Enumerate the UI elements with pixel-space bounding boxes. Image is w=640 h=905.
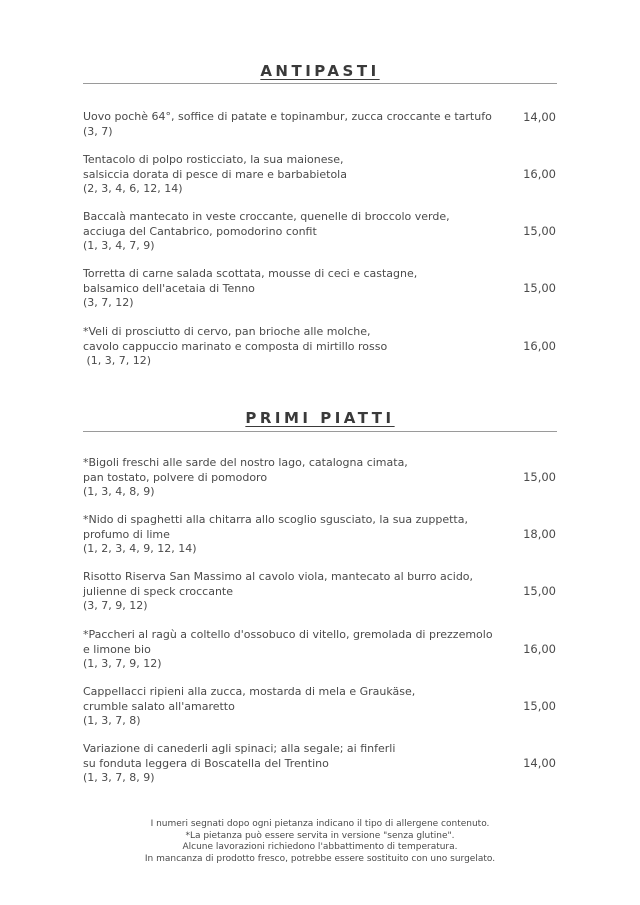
dish-allergens: (3, 7, 9, 12): [83, 599, 148, 612]
section-divider: [83, 431, 557, 432]
dish-price: 16,00: [523, 167, 556, 181]
dish-item: [83, 628, 557, 672]
dish-description: Baccalà mantecato in veste croccante, quenelle di broccolo verde, acciuga del Cantabrico, pomodorino confit: [83, 210, 450, 238]
dish-item: [83, 267, 557, 311]
footnote-line: In mancanza di prodotto fresco, potrebbe essere sostituito con uno surgelato.: [144, 853, 496, 864]
dish-allergens: (2, 3, 4, 6, 12, 14): [83, 182, 183, 195]
dish-price: 15,00: [523, 224, 556, 238]
dish-allergens: (1, 3, 7, 12): [83, 354, 152, 367]
dish-allergens: (1, 3, 4, 8, 9): [83, 485, 155, 498]
dish-allergens: (1, 3, 7, 8, 9): [83, 771, 155, 784]
section-divider: [83, 83, 557, 84]
dish-item: [83, 685, 557, 729]
dish-description: *Nido di spaghetti alla chitarra allo scoglio sgusciato, la sua zuppetta, profumo di lime: [83, 513, 468, 541]
dish-price: 15,00: [523, 584, 556, 598]
dish-description: Cappellacci ripieni alla zucca, mostarda di mela e Graukäse, crumble salato all'amaretto: [83, 685, 416, 713]
dish-description: Risotto Riserva San Massimo al cavolo viola, mantecato al burro acido, julienne di speck croccante: [83, 570, 474, 598]
dish-price: 15,00: [523, 699, 556, 713]
dish-price: 15,00: [523, 470, 556, 484]
footnote-line: Alcune lavorazioni richiedono l'abbattimento di temperatura.: [182, 842, 458, 852]
dish-description: Uovo pochè 64°, soffice di patate e topinambur, zucca croccante e tartufo: [83, 110, 492, 123]
dish-item: [83, 110, 557, 139]
dish-description: Variazione di canederli agli spinaci; alla segale; ai finferli su fonduta leggera di Boscatella del Trentino: [83, 742, 396, 770]
dish-allergens: (3, 7, 12): [83, 296, 134, 309]
dish-item: [83, 456, 557, 500]
dish-item: [83, 742, 557, 786]
dish-price: 16,00: [523, 339, 556, 353]
dish-allergens: (1, 2, 3, 4, 9, 12, 14): [83, 542, 197, 555]
dish-price: 14,00: [523, 756, 556, 770]
dish-allergens: (1, 3, 7, 9, 12): [83, 657, 162, 670]
dish-allergens: (3, 7): [83, 124, 113, 138]
dish-item: [83, 513, 557, 557]
dish-description: *Veli di prosciutto di cervo, pan brioche alle molche, cavolo cappuccio marinato e composta di mirtillo rosso: [83, 325, 388, 353]
dish-description: Torretta di carne salada scottata, mousse di ceci e castagne, balsamico dell'acetaia di Tenno: [83, 267, 418, 295]
dish-price: 14,00: [523, 110, 556, 124]
dish-item: [83, 153, 557, 197]
dish-price: 15,00: [523, 281, 556, 295]
dish-allergens: (1, 3, 4, 7, 9): [83, 239, 155, 252]
footnote-line: I numeri segnati dopo ogni pietanza indicano il tipo di allergene contenuto.: [150, 819, 490, 829]
dish-item: [83, 325, 557, 369]
dish-price: 18,00: [523, 527, 556, 541]
dish-description: Tentacolo di polpo rosticciato, la sua maionese, salsiccia dorata di pesce di mare e barbabietola: [83, 153, 347, 181]
dish-description: *Bigoli freschi alle sarde del nostro lago, catalogna cimata, pan tostato, polvere di pomodoro: [83, 456, 408, 484]
section-title-primi-piatti: PRIMI PIATTI: [245, 409, 395, 427]
dish-item: [83, 570, 557, 614]
footnote-line: *La pietanza può essere servita in versione "senza glutine".: [185, 830, 455, 841]
dish-allergens: (1, 3, 7, 8): [83, 714, 141, 727]
dish-description: *Paccheri al ragù a coltello d'ossobuco di vitello, gremolada di prezzemolo e limone bio: [83, 628, 493, 656]
section-title-antipasti: ANTIPASTI: [260, 62, 380, 80]
allergen-footnote: [83, 819, 557, 865]
dish-item: [83, 210, 557, 254]
dish-price: 16,00: [523, 642, 556, 656]
